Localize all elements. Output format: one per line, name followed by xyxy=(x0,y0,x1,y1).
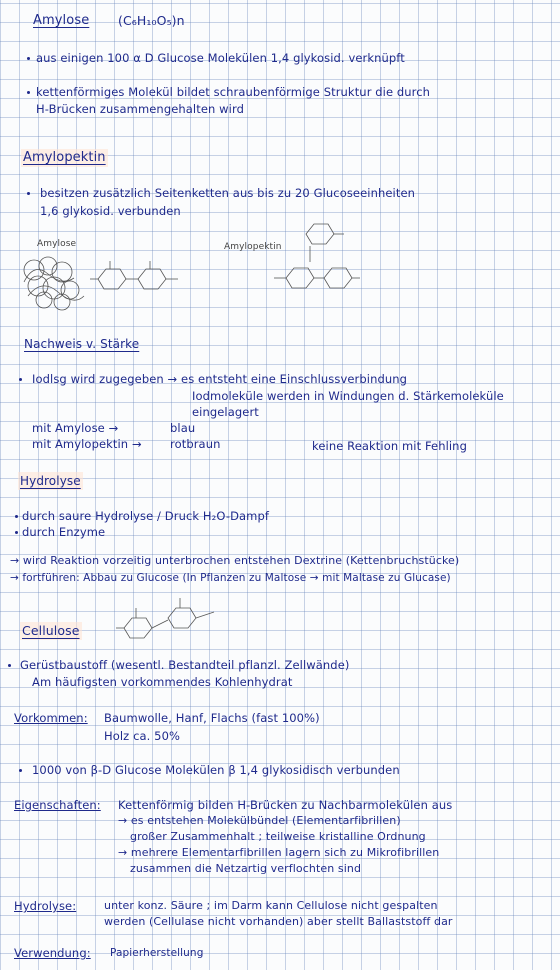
amylose-line-2b: H-Brücken zusammengehalten wird xyxy=(36,102,244,116)
heading-cellulose: Cellulose xyxy=(22,623,80,638)
eigenschaften-label: Eigenschaften: xyxy=(14,798,101,812)
verwendung-value: Papierherstellung xyxy=(110,947,204,959)
amylopektin-branched-sketch xyxy=(270,212,360,302)
amylose-line-2a: kettenförmiges Molekül bildet schraubenförmige Struktur die durch xyxy=(36,85,431,99)
nachweis-fehling: keine Reaktion mit Fehling xyxy=(312,439,467,453)
amylose-helix-sketch xyxy=(14,252,94,314)
cellulose-line-1: Gerüstbaustoff (wesentl. Bestandteil pflanzl. Zellwände) xyxy=(20,658,350,672)
amylopektin-line-1b: 1,6 glykosid. verbunden xyxy=(40,204,181,218)
nachweis-line-1c: eingelagert xyxy=(192,405,259,419)
cellulose-hydrolyse-line-1: unter konz. Säure ; im Darm kann Cellulose nicht gespalten xyxy=(104,899,438,912)
nachweis-amylopektin-label: mit Amylopektin → xyxy=(32,437,142,451)
vorkommen-line-2: Holz ca. 50% xyxy=(104,729,181,743)
cellulose-molecule-sketch xyxy=(114,594,226,652)
heading-nachweis: Nachweis v. Stärke xyxy=(24,337,140,351)
vorkommen-line-1: Baumwolle, Hanf, Flachs (fast 100%) xyxy=(104,711,320,725)
amylopektin-line-1a: besitzen zusätzlich Seitenketten aus bis zu 20 Glucoseeinheiten xyxy=(40,186,416,200)
cellulose-hydrolyse-line-2: werden (Cellulase nicht vorhanden) aber stellt Ballaststoff dar xyxy=(104,915,453,928)
hydrolyse-line-1: durch saure Hydrolyse / Druck H₂O-Dampf xyxy=(22,509,270,523)
bullet xyxy=(27,57,30,60)
eigenschaften-line-2: → es entstehen Molekülbündel (Elementarfibrillen) xyxy=(118,814,401,827)
heading-hydrolyse: Hydrolyse xyxy=(20,474,81,488)
hydrolyse-line-2: durch Enzyme xyxy=(22,525,106,539)
eigenschaften-line-1: Kettenförmig bilden H-Brücken zu Nachbarmolekülen aus xyxy=(118,798,453,812)
figure-label-amylopektin: Amylopektin xyxy=(224,242,282,252)
bullet xyxy=(27,192,30,195)
bullet xyxy=(15,515,18,518)
cellulose-line-2: Am häufigsten vorkommendes Kohlenhydrat xyxy=(32,675,293,689)
bullet xyxy=(19,378,22,381)
vorkommen-label: Vorkommen: xyxy=(14,711,88,725)
bullet xyxy=(19,769,22,772)
amylose-formula: (C₆H₁₀O₅)n xyxy=(118,13,185,28)
nachweis-amylopektin-value: rotbraun xyxy=(170,437,221,451)
amylose-glucose-chain-sketch xyxy=(88,257,180,301)
nachweis-amylose-value: blau xyxy=(170,421,196,435)
hydrolyse-line-4: → fortführen: Abbau zu Glucose (In Pflanzen zu Maltose → mit Maltase zu Glucase) xyxy=(10,572,451,584)
heading-amylopektin: Amylopektin xyxy=(23,150,106,165)
eigenschaften-line-3: großer Zusammenhalt ; teilweise kristalline Ordnung xyxy=(130,830,426,843)
hydrolyse-line-3: → wird Reaktion vorzeitig unterbrochen entstehen Dextrine (Kettenbruchstücke) xyxy=(10,554,460,567)
nachweis-amylose-label: mit Amylose → xyxy=(32,421,119,435)
heading-amylose: Amylose xyxy=(33,13,90,28)
amylose-line-1: aus einigen 100 α D Glucose Molekülen 1,4 glykosid. verknüpft xyxy=(36,51,405,65)
nachweis-line-1b: Iodmoleküle werden in Windungen d. Stärkemoleküle xyxy=(192,389,504,403)
eigenschaften-line-5: zusammen die Netzartig verflochten sind xyxy=(130,862,362,875)
figure-label-amylose: Amylose xyxy=(37,239,77,249)
verwendung-label: Verwendung: xyxy=(14,946,91,960)
bullet xyxy=(27,91,30,94)
eigenschaften-line-4: → mehrere Elementarfibrillen lagern sich zu Mikrofibrillen xyxy=(118,846,440,859)
cellulose-hydrolyse-label: Hydrolyse: xyxy=(14,899,77,913)
nachweis-line-1a: Iodlsg wird zugegeben → es entsteht eine Einschlussverbindung xyxy=(32,372,408,386)
cellulose-line-3: 1000 von β-D Glucose Molekülen β 1,4 glykosidisch verbunden xyxy=(32,763,400,777)
bullet xyxy=(15,531,18,534)
bullet xyxy=(8,664,11,667)
